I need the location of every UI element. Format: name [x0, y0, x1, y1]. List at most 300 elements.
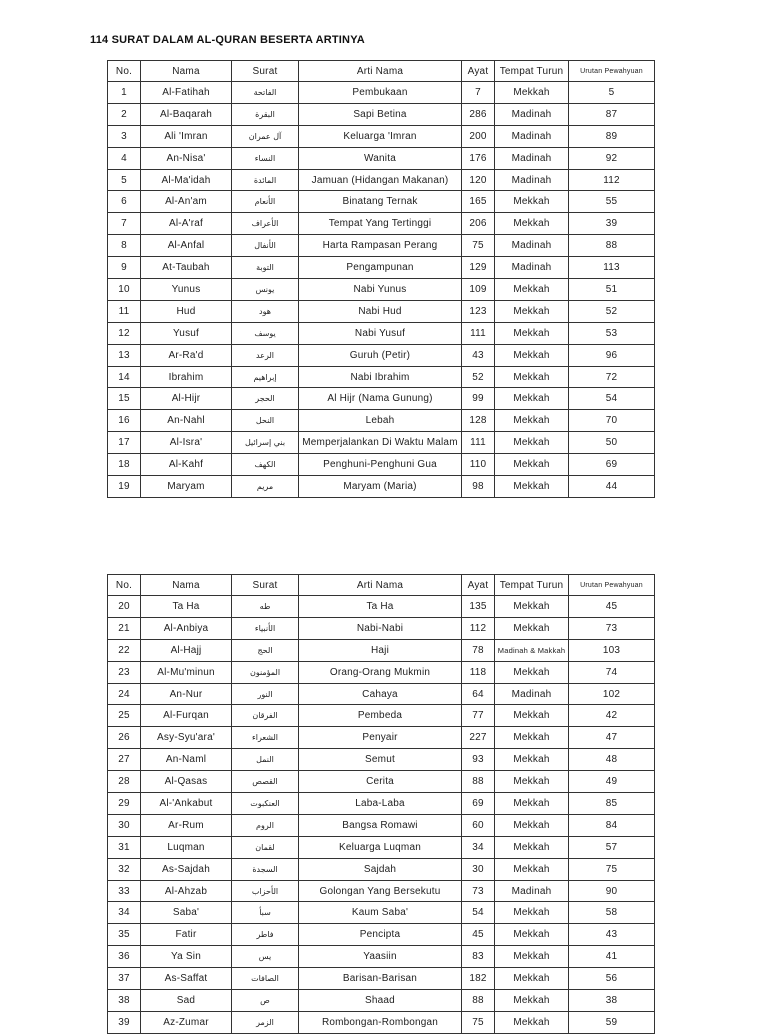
- cell-no: 7: [108, 213, 141, 235]
- cell-tempat-turun: Mekkah: [495, 279, 569, 301]
- cell-arti-nama: Al Hijr (Nama Gunung): [299, 388, 462, 410]
- cell-no: 25: [108, 705, 141, 727]
- cell-no: 23: [108, 661, 141, 683]
- cell-no: 5: [108, 169, 141, 191]
- cell-surat-arabic: الكهف: [232, 454, 299, 476]
- cell-urutan-pewahyuan: 58: [569, 902, 655, 924]
- cell-nama: Al-Anfal: [141, 235, 232, 257]
- cell-surat-arabic: ص: [232, 990, 299, 1012]
- cell-arti-nama: Laba-Laba: [299, 793, 462, 815]
- cell-surat-arabic: المائدة: [232, 169, 299, 191]
- cell-surat-arabic: الأعراف: [232, 213, 299, 235]
- cell-surat-arabic: التوبة: [232, 257, 299, 279]
- cell-arti-nama: Sapi Betina: [299, 103, 462, 125]
- cell-nama: As-Sajdah: [141, 858, 232, 880]
- cell-surat-arabic: العنكبوت: [232, 793, 299, 815]
- cell-arti-nama: Penyair: [299, 727, 462, 749]
- cell-no: 30: [108, 814, 141, 836]
- cell-arti-nama: Haji: [299, 639, 462, 661]
- cell-no: 19: [108, 476, 141, 498]
- cell-no: 13: [108, 344, 141, 366]
- cell-ayat: 128: [462, 410, 495, 432]
- cell-surat-arabic: طه: [232, 596, 299, 618]
- cell-urutan-pewahyuan: 59: [569, 1011, 655, 1033]
- cell-surat-arabic: الرعد: [232, 344, 299, 366]
- cell-urutan-pewahyuan: 49: [569, 771, 655, 793]
- table-row: [108, 169, 655, 191]
- cell-urutan-pewahyuan: 50: [569, 432, 655, 454]
- table-row: [108, 727, 655, 749]
- table-header-row: [108, 575, 655, 596]
- cell-no: 21: [108, 617, 141, 639]
- cell-no: 15: [108, 388, 141, 410]
- cell-urutan-pewahyuan: 69: [569, 454, 655, 476]
- cell-ayat: 165: [462, 191, 495, 213]
- cell-arti-nama: Keluarga Luqman: [299, 836, 462, 858]
- cell-nama: Luqman: [141, 836, 232, 858]
- cell-nama: At-Taubah: [141, 257, 232, 279]
- cell-ayat: 109: [462, 279, 495, 301]
- cell-nama: Maryam: [141, 476, 232, 498]
- cell-nama: Al-Ma'idah: [141, 169, 232, 191]
- cell-nama: Ya Sin: [141, 946, 232, 968]
- table-row: [108, 924, 655, 946]
- cell-nama: Hud: [141, 300, 232, 322]
- cell-nama: Al-Isra': [141, 432, 232, 454]
- cell-ayat: 129: [462, 257, 495, 279]
- table-row: [108, 235, 655, 257]
- cell-arti-nama: Bangsa Romawi: [299, 814, 462, 836]
- cell-ayat: 111: [462, 322, 495, 344]
- table-row: [108, 771, 655, 793]
- cell-surat-arabic: النمل: [232, 749, 299, 771]
- table-row: [108, 617, 655, 639]
- cell-no: 1: [108, 82, 141, 104]
- table-row: [108, 639, 655, 661]
- cell-surat-arabic: فاطر: [232, 924, 299, 946]
- cell-tempat-turun: Mekkah: [495, 968, 569, 990]
- cell-no: 8: [108, 235, 141, 257]
- cell-tempat-turun: Mekkah: [495, 771, 569, 793]
- cell-arti-nama: Tempat Yang Tertinggi: [299, 213, 462, 235]
- cell-ayat: 75: [462, 1011, 495, 1033]
- cell-tempat-turun: Mekkah: [495, 749, 569, 771]
- cell-ayat: 83: [462, 946, 495, 968]
- cell-tempat-turun: Mekkah: [495, 946, 569, 968]
- cell-nama: Saba': [141, 902, 232, 924]
- table-row: [108, 300, 655, 322]
- cell-ayat: 45: [462, 924, 495, 946]
- cell-surat-arabic: النساء: [232, 147, 299, 169]
- cell-arti-nama: Shaad: [299, 990, 462, 1012]
- cell-ayat: 78: [462, 639, 495, 661]
- cell-nama: Al-Hajj: [141, 639, 232, 661]
- cell-ayat: 118: [462, 661, 495, 683]
- cell-tempat-turun: Mekkah: [495, 705, 569, 727]
- cell-nama: Al-'Ankabut: [141, 793, 232, 815]
- cell-arti-nama: Nabi Yunus: [299, 279, 462, 301]
- cell-urutan-pewahyuan: 92: [569, 147, 655, 169]
- table-row: [108, 705, 655, 727]
- cell-no: 35: [108, 924, 141, 946]
- cell-no: 26: [108, 727, 141, 749]
- cell-no: 29: [108, 793, 141, 815]
- cell-arti-nama: Guruh (Petir): [299, 344, 462, 366]
- cell-surat-arabic: الفاتحة: [232, 82, 299, 104]
- cell-tempat-turun: Mekkah: [495, 902, 569, 924]
- cell-tempat-turun: Mekkah: [495, 1011, 569, 1033]
- cell-no: 38: [108, 990, 141, 1012]
- table-row: [108, 213, 655, 235]
- cell-nama: Al-Mu'minun: [141, 661, 232, 683]
- cell-arti-nama: Sajdah: [299, 858, 462, 880]
- cell-surat-arabic: الشعراء: [232, 727, 299, 749]
- cell-ayat: 286: [462, 103, 495, 125]
- cell-surat-arabic: السجدة: [232, 858, 299, 880]
- cell-nama: An-Nahl: [141, 410, 232, 432]
- cell-arti-nama: Harta Rampasan Perang: [299, 235, 462, 257]
- table-row: [108, 366, 655, 388]
- header-tempat: Tempat Turun: [495, 61, 569, 82]
- cell-urutan-pewahyuan: 112: [569, 169, 655, 191]
- header-ayat: Ayat: [462, 575, 495, 596]
- header-tempat: Tempat Turun: [495, 575, 569, 596]
- cell-tempat-turun: Mekkah: [495, 82, 569, 104]
- cell-no: 14: [108, 366, 141, 388]
- cell-tempat-turun: Madinah: [495, 257, 569, 279]
- header-nama: Nama: [141, 575, 232, 596]
- cell-ayat: 43: [462, 344, 495, 366]
- cell-tempat-turun: Mekkah: [495, 322, 569, 344]
- cell-urutan-pewahyuan: 44: [569, 476, 655, 498]
- cell-no: 11: [108, 300, 141, 322]
- cell-nama: An-Nisa': [141, 147, 232, 169]
- header-surat: Surat: [232, 575, 299, 596]
- cell-ayat: 34: [462, 836, 495, 858]
- table-row: [108, 410, 655, 432]
- cell-nama: Ar-Rum: [141, 814, 232, 836]
- cell-ayat: 60: [462, 814, 495, 836]
- header-ayat: Ayat: [462, 61, 495, 82]
- cell-tempat-turun: Mekkah: [495, 814, 569, 836]
- cell-arti-nama: Keluarga 'Imran: [299, 125, 462, 147]
- table-row: [108, 125, 655, 147]
- cell-no: 9: [108, 257, 141, 279]
- cell-arti-nama: Nabi-Nabi: [299, 617, 462, 639]
- table-row: [108, 147, 655, 169]
- cell-surat-arabic: البقرة: [232, 103, 299, 125]
- cell-urutan-pewahyuan: 41: [569, 946, 655, 968]
- table-row: [108, 82, 655, 104]
- header-no: No.: [108, 61, 141, 82]
- cell-ayat: 135: [462, 596, 495, 618]
- cell-arti-nama: Nabi Yusuf: [299, 322, 462, 344]
- cell-urutan-pewahyuan: 55: [569, 191, 655, 213]
- cell-arti-nama: Jamuan (Hidangan Makanan): [299, 169, 462, 191]
- cell-surat-arabic: الأنفال: [232, 235, 299, 257]
- cell-urutan-pewahyuan: 38: [569, 990, 655, 1012]
- document-title: 114 SURAT DALAM AL-QURAN BESERTA ARTINYA: [90, 34, 365, 46]
- cell-urutan-pewahyuan: 52: [569, 300, 655, 322]
- cell-nama: Ar-Ra'd: [141, 344, 232, 366]
- cell-no: 39: [108, 1011, 141, 1033]
- table-row: [108, 596, 655, 618]
- cell-no: 37: [108, 968, 141, 990]
- cell-tempat-turun: Madinah: [495, 169, 569, 191]
- cell-surat-arabic: الأحزاب: [232, 880, 299, 902]
- cell-arti-nama: Ta Ha: [299, 596, 462, 618]
- cell-nama: Al-Anbiya: [141, 617, 232, 639]
- cell-urutan-pewahyuan: 5: [569, 82, 655, 104]
- cell-tempat-turun: Mekkah: [495, 924, 569, 946]
- table-row: [108, 476, 655, 498]
- cell-tempat-turun: Mekkah: [495, 366, 569, 388]
- cell-surat-arabic: يوسف: [232, 322, 299, 344]
- cell-tempat-turun: Madinah: [495, 125, 569, 147]
- cell-surat-arabic: الحجر: [232, 388, 299, 410]
- cell-nama: An-Nur: [141, 683, 232, 705]
- cell-urutan-pewahyuan: 70: [569, 410, 655, 432]
- cell-tempat-turun: Mekkah: [495, 793, 569, 815]
- cell-tempat-turun: Mekkah: [495, 410, 569, 432]
- cell-urutan-pewahyuan: 103: [569, 639, 655, 661]
- table-row: [108, 902, 655, 924]
- cell-tempat-turun: Mekkah: [495, 596, 569, 618]
- cell-urutan-pewahyuan: 85: [569, 793, 655, 815]
- cell-ayat: 93: [462, 749, 495, 771]
- table-row: [108, 344, 655, 366]
- cell-nama: An-Naml: [141, 749, 232, 771]
- cell-arti-nama: Maryam (Maria): [299, 476, 462, 498]
- cell-nama: Asy-Syu'ara': [141, 727, 232, 749]
- cell-no: 2: [108, 103, 141, 125]
- cell-nama: Ali 'Imran: [141, 125, 232, 147]
- cell-surat-arabic: النحل: [232, 410, 299, 432]
- cell-ayat: 200: [462, 125, 495, 147]
- cell-surat-arabic: الزمر: [232, 1011, 299, 1033]
- cell-no: 16: [108, 410, 141, 432]
- cell-tempat-turun: Mekkah: [495, 344, 569, 366]
- header-arti: Arti Nama: [299, 575, 462, 596]
- cell-arti-nama: Cerita: [299, 771, 462, 793]
- cell-ayat: 110: [462, 454, 495, 476]
- cell-nama: Yunus: [141, 279, 232, 301]
- cell-urutan-pewahyuan: 45: [569, 596, 655, 618]
- cell-urutan-pewahyuan: 39: [569, 213, 655, 235]
- cell-tempat-turun: Madinah: [495, 103, 569, 125]
- cell-tempat-turun: Mekkah: [495, 858, 569, 880]
- cell-surat-arabic: بني إسرائيل: [232, 432, 299, 454]
- cell-ayat: 206: [462, 213, 495, 235]
- cell-ayat: 75: [462, 235, 495, 257]
- cell-urutan-pewahyuan: 113: [569, 257, 655, 279]
- cell-tempat-turun: Mekkah: [495, 300, 569, 322]
- cell-no: 36: [108, 946, 141, 968]
- cell-tempat-turun: Mekkah: [495, 454, 569, 476]
- table-row: [108, 279, 655, 301]
- surah-table-2: [107, 574, 655, 1034]
- cell-no: 27: [108, 749, 141, 771]
- table-row: [108, 191, 655, 213]
- cell-urutan-pewahyuan: 48: [569, 749, 655, 771]
- table-row: [108, 990, 655, 1012]
- table-row: [108, 661, 655, 683]
- cell-no: 33: [108, 880, 141, 902]
- cell-urutan-pewahyuan: 53: [569, 322, 655, 344]
- table-row: [108, 793, 655, 815]
- cell-tempat-turun: Mekkah: [495, 661, 569, 683]
- table-row: [108, 388, 655, 410]
- cell-urutan-pewahyuan: 89: [569, 125, 655, 147]
- cell-nama: Al-An'am: [141, 191, 232, 213]
- header-no: No.: [108, 575, 141, 596]
- cell-urutan-pewahyuan: 102: [569, 683, 655, 705]
- cell-nama: Ibrahim: [141, 366, 232, 388]
- cell-ayat: 30: [462, 858, 495, 880]
- cell-arti-nama: Penghuni-Penghuni Gua: [299, 454, 462, 476]
- cell-arti-nama: Barisan-Barisan: [299, 968, 462, 990]
- cell-ayat: 88: [462, 990, 495, 1012]
- cell-ayat: 77: [462, 705, 495, 727]
- cell-urutan-pewahyuan: 88: [569, 235, 655, 257]
- cell-urutan-pewahyuan: 57: [569, 836, 655, 858]
- cell-ayat: 98: [462, 476, 495, 498]
- cell-surat-arabic: الأنعام: [232, 191, 299, 213]
- cell-nama: Fatir: [141, 924, 232, 946]
- cell-arti-nama: Pencipta: [299, 924, 462, 946]
- cell-tempat-turun: Mekkah: [495, 388, 569, 410]
- table-header-row: [108, 61, 655, 82]
- cell-nama: Al-Ahzab: [141, 880, 232, 902]
- table-row: [108, 322, 655, 344]
- cell-nama: Yusuf: [141, 322, 232, 344]
- cell-tempat-turun: Mekkah: [495, 432, 569, 454]
- cell-ayat: 123: [462, 300, 495, 322]
- cell-no: 10: [108, 279, 141, 301]
- cell-ayat: 120: [462, 169, 495, 191]
- cell-arti-nama: Yaasiin: [299, 946, 462, 968]
- cell-no: 6: [108, 191, 141, 213]
- table-row: [108, 968, 655, 990]
- header-urutan: Urutan Pewahyuan: [569, 575, 655, 596]
- cell-ayat: 99: [462, 388, 495, 410]
- cell-arti-nama: Golongan Yang Bersekutu: [299, 880, 462, 902]
- cell-surat-arabic: الروم: [232, 814, 299, 836]
- cell-nama: Al-Kahf: [141, 454, 232, 476]
- table-row: [108, 1011, 655, 1033]
- cell-surat-arabic: الأنبياء: [232, 617, 299, 639]
- cell-surat-arabic: النور: [232, 683, 299, 705]
- cell-no: 32: [108, 858, 141, 880]
- cell-arti-nama: Kaum Saba': [299, 902, 462, 924]
- cell-urutan-pewahyuan: 73: [569, 617, 655, 639]
- cell-ayat: 227: [462, 727, 495, 749]
- cell-nama: Al-Baqarah: [141, 103, 232, 125]
- cell-no: 28: [108, 771, 141, 793]
- cell-no: 31: [108, 836, 141, 858]
- table-row: [108, 836, 655, 858]
- cell-urutan-pewahyuan: 87: [569, 103, 655, 125]
- cell-ayat: 73: [462, 880, 495, 902]
- cell-tempat-turun: Mekkah: [495, 476, 569, 498]
- cell-surat-arabic: إبراهيم: [232, 366, 299, 388]
- table-row: [108, 103, 655, 125]
- cell-ayat: 7: [462, 82, 495, 104]
- cell-nama: Al-Fatihah: [141, 82, 232, 104]
- cell-urutan-pewahyuan: 51: [569, 279, 655, 301]
- cell-tempat-turun: Mekkah: [495, 727, 569, 749]
- cell-surat-arabic: سبأ: [232, 902, 299, 924]
- cell-tempat-turun: Mekkah: [495, 990, 569, 1012]
- header-nama: Nama: [141, 61, 232, 82]
- table-row: [108, 858, 655, 880]
- cell-arti-nama: Pembukaan: [299, 82, 462, 104]
- cell-ayat: 69: [462, 793, 495, 815]
- cell-tempat-turun: Madinah: [495, 147, 569, 169]
- cell-nama: Al-Qasas: [141, 771, 232, 793]
- cell-nama: Al-Hijr: [141, 388, 232, 410]
- cell-surat-arabic: لقمان: [232, 836, 299, 858]
- cell-surat-arabic: يس: [232, 946, 299, 968]
- cell-ayat: 54: [462, 902, 495, 924]
- table-row: [108, 749, 655, 771]
- cell-ayat: 111: [462, 432, 495, 454]
- cell-tempat-turun: Mekkah: [495, 191, 569, 213]
- cell-urutan-pewahyuan: 42: [569, 705, 655, 727]
- cell-tempat-turun: Madinah: [495, 880, 569, 902]
- cell-no: 20: [108, 596, 141, 618]
- cell-surat-arabic: القصص: [232, 771, 299, 793]
- cell-urutan-pewahyuan: 75: [569, 858, 655, 880]
- cell-urutan-pewahyuan: 84: [569, 814, 655, 836]
- cell-surat-arabic: يونس: [232, 279, 299, 301]
- table-row: [108, 946, 655, 968]
- cell-arti-nama: Binatang Ternak: [299, 191, 462, 213]
- cell-arti-nama: Rombongan-Rombongan: [299, 1011, 462, 1033]
- cell-surat-arabic: مريم: [232, 476, 299, 498]
- cell-ayat: 52: [462, 366, 495, 388]
- cell-arti-nama: Nabi Hud: [299, 300, 462, 322]
- cell-no: 12: [108, 322, 141, 344]
- cell-tempat-turun: Mekkah: [495, 213, 569, 235]
- table-row: [108, 454, 655, 476]
- cell-arti-nama: Semut: [299, 749, 462, 771]
- cell-urutan-pewahyuan: 96: [569, 344, 655, 366]
- cell-urutan-pewahyuan: 56: [569, 968, 655, 990]
- cell-arti-nama: Pembeda: [299, 705, 462, 727]
- cell-no: 22: [108, 639, 141, 661]
- cell-no: 34: [108, 902, 141, 924]
- cell-surat-arabic: هود: [232, 300, 299, 322]
- cell-urutan-pewahyuan: 74: [569, 661, 655, 683]
- cell-urutan-pewahyuan: 72: [569, 366, 655, 388]
- cell-arti-nama: Wanita: [299, 147, 462, 169]
- cell-tempat-turun: Mekkah: [495, 617, 569, 639]
- cell-tempat-turun: Mekkah: [495, 836, 569, 858]
- cell-nama: Sad: [141, 990, 232, 1012]
- cell-nama: Al-A'raf: [141, 213, 232, 235]
- surah-table-1: [107, 60, 655, 498]
- cell-tempat-turun: Madinah: [495, 235, 569, 257]
- cell-arti-nama: Memperjalankan Di Waktu Malam: [299, 432, 462, 454]
- cell-no: 4: [108, 147, 141, 169]
- cell-arti-nama: Lebah: [299, 410, 462, 432]
- cell-tempat-turun: Madinah & Makkah: [495, 639, 569, 661]
- table-row: [108, 814, 655, 836]
- cell-surat-arabic: آل عمران: [232, 125, 299, 147]
- cell-urutan-pewahyuan: 43: [569, 924, 655, 946]
- table-row: [108, 257, 655, 279]
